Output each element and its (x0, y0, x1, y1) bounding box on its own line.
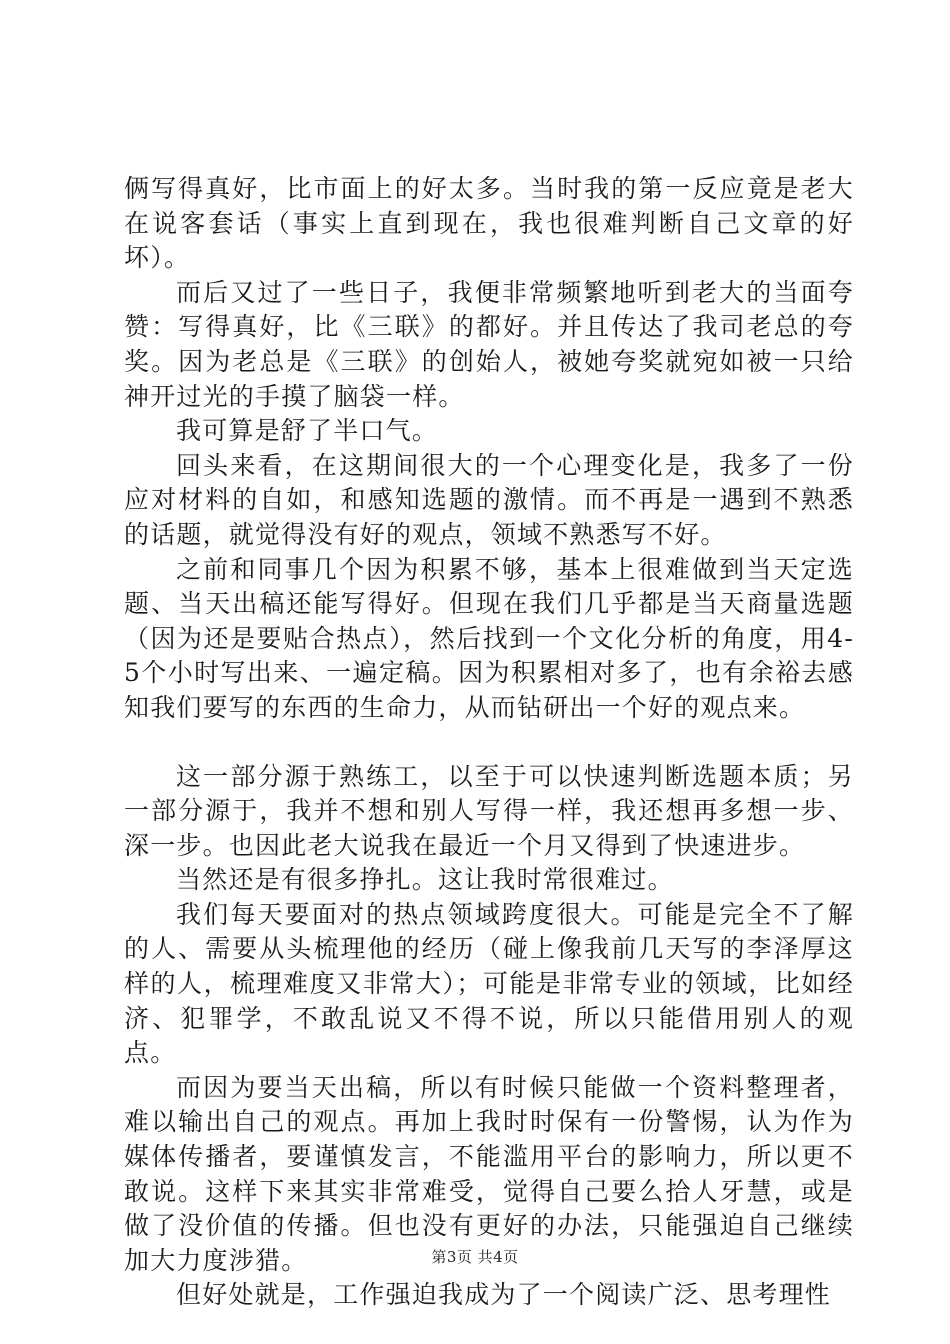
paragraph-9: 而因为要当天出稿，所以有时候只能做一个资料整理者，难以输出自己的观点。再加上我时时保有一份警惕，认为作为媒体传播者，要谨慎发言，不能滥用平台的影响力，所以更不敢说。这样下来其实非常难受，觉得自己要么拾人牙慧，或是做了没价值的传播。但也没有更好的办法，只能强迫自己继续加大力度涉猎。 (124, 1072, 854, 1275)
paragraph-1: 俩写得真好，比市面上的好太多。当时我的第一反应竟是老大在说客套话（事实上直到现在，我也很难判断自己文章的好坏）。 (124, 174, 854, 273)
paragraph-5: 之前和同事几个因为积累不够，基本上很难做到当天定选题、当天出稿还能写得好。但现在我们几乎都是当天商量选题（因为还是要贴合热点），然后找到一个文化分析的角度，用4-5个小时写出来、一遍定稿。因为积累相对多了，也有余裕去感知我们要写的东西的生命力，从而钻研出一个好的观点来。 (124, 554, 854, 722)
paragraph-8: 我们每天要面对的热点领域跨度很大。可能是完全不了解的人、需要从头梳理他的经历（碰上像我前几天写的李泽厚这样的人，梳理难度又非常大）；可能是非常专业的领域，比如经济、犯罪学，不敢乱说又不得不说，所以只能借用别人的观点。 (124, 899, 854, 1068)
paragraph-4: 回头来看，在这期间很大的一个心理变化是，我多了一份应对材料的自如，和感知选题的激情。而不再是一遇到不熟悉的话题，就觉得没有好的观点，领域不熟悉写不好。 (124, 450, 854, 549)
page-number-footer: 第3页 共4页 (431, 1248, 519, 1266)
paragraph-spacer (124, 726, 854, 760)
paragraph-10: 但好处就是，工作强迫我成为了一个阅读广泛、思考理性 (176, 1280, 832, 1310)
paragraph-2: 而后又过了一些日子，我便非常频繁地听到老大的当面夸赞：写得真好，比《三联》的都好。并且传达了我司老总的夸奖。因为老总是《三联》的创始人，被她夸奖就宛如被一只给神开过光的手摸了脑袋一样。 (124, 277, 854, 411)
paragraph-7: 当然还是有很多挣扎。这让我时常很难过。 (176, 865, 674, 895)
paragraph-6: 这一部分源于熟练工，以至于可以快速判断选题本质；另一部分源于，我并不想和别人写得一样，我还想再多想一步、深一步。也因此老大说我在最近一个月又得到了快速进步。 (124, 761, 854, 860)
paragraph-3: 我可算是舒了半口气。 (176, 416, 439, 446)
document-body (124, 172, 854, 1313)
